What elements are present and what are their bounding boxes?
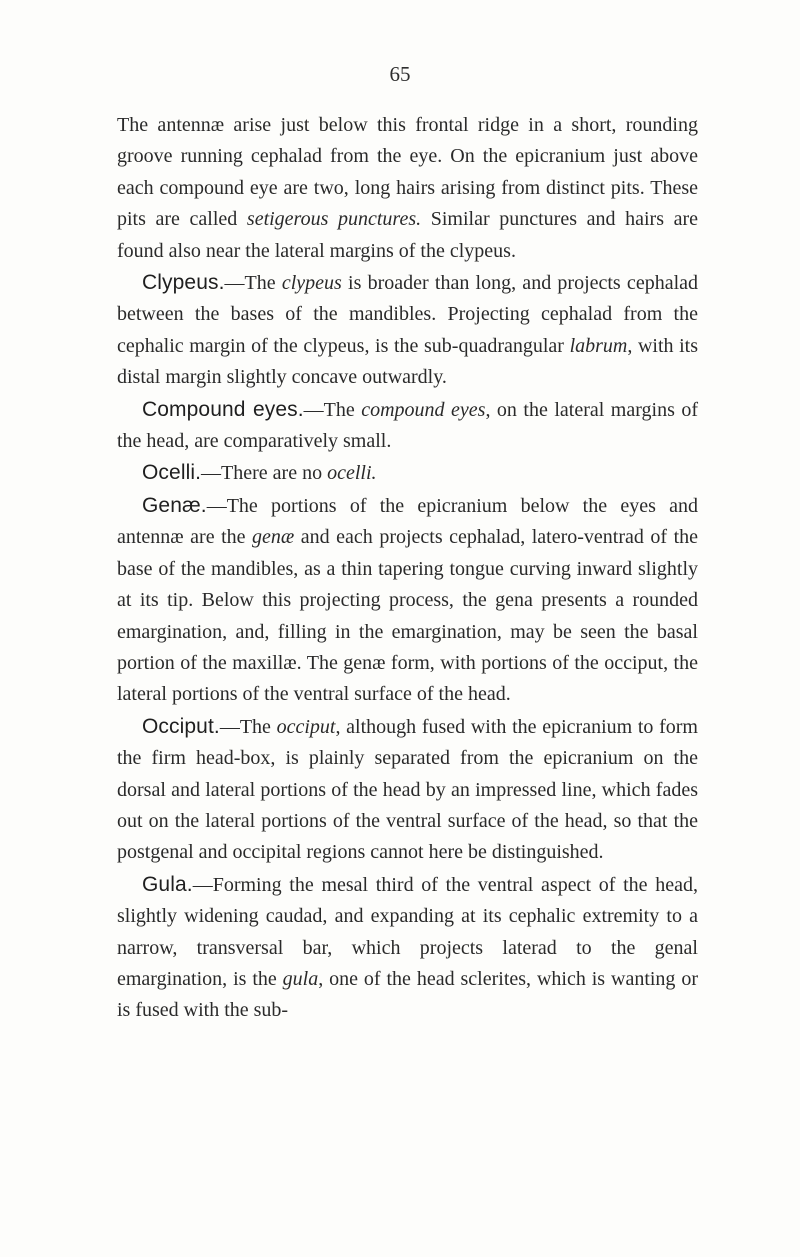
text-segment: is broader than long, and projects cephalad between the bases of the mandibles. Projecting cephalad from the cephalic margin of the clypeus, is the sub-quadrangular: [117, 272, 698, 357]
text-segment: —The: [224, 272, 282, 295]
section-heading-occiput: Occiput.: [142, 714, 220, 738]
section-heading-gula: Gula.: [142, 872, 193, 896]
text-segment: —The: [303, 398, 362, 421]
text-segment: —The: [219, 715, 277, 738]
body-text: [117, 110, 698, 1027]
paragraph-clypeus: [117, 267, 698, 394]
term-genae: genæ: [252, 526, 295, 549]
text-segment: The antennæ arise just below this frontal ridge in a short, rounding groove running cephalad from the eye. On the epicranium just above each compound eye are two, long hairs arising from distinct pits. These pits are called: [117, 114, 698, 231]
term-setigerous-punctures: setigerous punctures.: [246, 208, 422, 231]
term-clypeus: clypeus: [281, 272, 342, 295]
term-ocelli: ocelli.: [327, 462, 377, 485]
text-segment: —The portions of the epicranium below the eyes and antennæ are the: [117, 494, 698, 549]
term-compound-eyes: compound eyes: [361, 398, 486, 421]
section-heading-clypeus: Clypeus.: [142, 271, 225, 295]
paragraph-antennae: [117, 110, 698, 267]
paragraph-occiput: [117, 711, 698, 869]
term-occiput: occiput: [276, 715, 336, 738]
page-number: 65: [389, 62, 411, 86]
paragraph-compound-eyes: [117, 394, 698, 458]
text-segment: , on the lateral margins of the head, are comparatively small.: [117, 398, 698, 453]
paragraph-genae: [117, 490, 698, 711]
text-segment: , with its distal margin slightly concave outwardly.: [117, 334, 698, 389]
section-heading-genae: Genæ.: [142, 493, 207, 517]
text-segment: —Forming the mesal third of the ventral aspect of the head, slightly widening caudad, and expanding at its cephalic extremity to a narrow, transversal bar, which projects laterad to the genal emargination, is the: [117, 873, 698, 990]
text-segment: —There are no: [201, 462, 328, 485]
paragraph-ocelli: [117, 457, 698, 489]
section-heading-ocelli: Ocelli.: [142, 461, 202, 485]
term-gula: gula: [282, 967, 319, 990]
section-heading-compound-eyes: Compound eyes.: [142, 397, 304, 421]
text-segment: , although fused with the epicranium to form the firm head-box, is plainly separated from the epicranium on the dorsal and lateral portions of the head by an impressed line, which fades out on the lateral portions of the ventral surface of the head, so that the postgenal and occipital regions cannot here be distinguished.: [117, 715, 698, 864]
text-segment: Similar punctures and hairs are found also near the lateral margins of the clypeus.: [117, 208, 699, 262]
text-segment: , one of the head sclerites, which is wanting or is fused with the sub-: [117, 967, 698, 1022]
text-segment: and each projects cephalad, latero-ventrad of the base of the mandibles, as a thin tapering tongue curving inward slightly at its tip. Below this projecting process, the gena presents a rounded emargination, and, filling in the emargination, may be seen the basal portion of the maxillæ. The genæ form, with portions of the occiput, the lateral portions of the ventral surface of the head.: [117, 526, 698, 706]
paragraph-gula: [117, 869, 698, 1027]
term-labrum: labrum: [569, 334, 628, 357]
